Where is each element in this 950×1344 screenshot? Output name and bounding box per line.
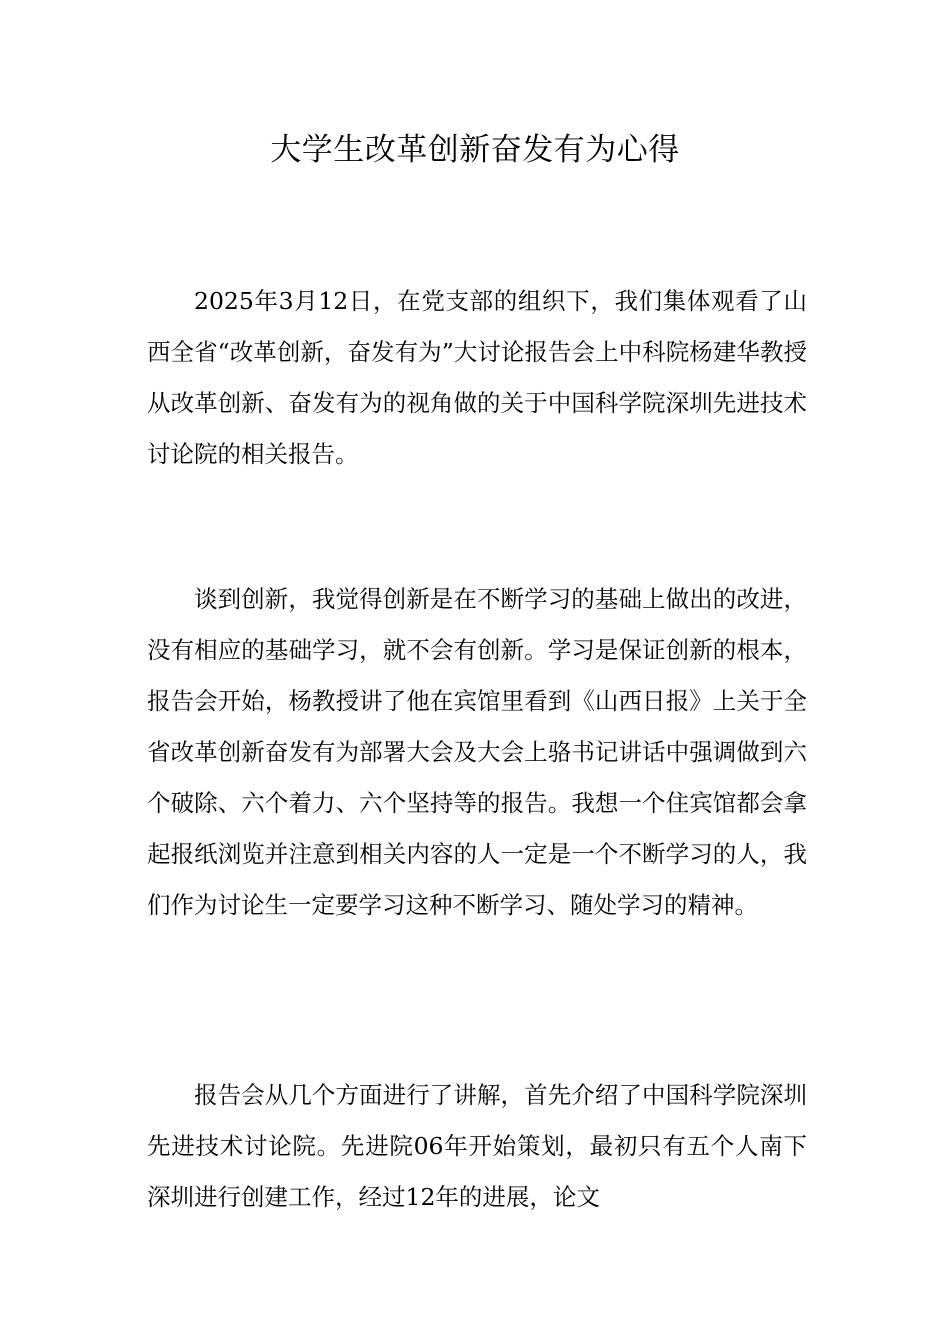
paragraph-2: 谈到创新，我觉得创新是在不断学习的基础上做出的改进，没有相应的基础学习，就不会有创新。学习是保证创新的根本，报告会开始，杨教授讲了他在宾馆里看到《山西日报》上关于全省改革创新奋发有为部署大会及大会上骆书记讲话中强调做到六个破除、六个着力、六个坚持等的报告。我想一个住宾馆都会拿起报纸浏览并注意到相关内容的人一定是一个不断学习的人，我们作为讨论生一定要学习这种不断学习、随处学习的精神。 — [147, 585, 807, 919]
paragraph-1: 2025年3月12日，在党支部的组织下，我们集体观看了山西全省“改革创新，奋发有为”大讨论报告会上中科院杨建华教授从改革创新、奋发有为的视角做的关于中国科学院深圳先进技术讨论院的相关报告。 — [147, 287, 807, 468]
document-title: 大学生改革创新奋发有为心得 — [270, 132, 680, 168]
paragraph-3: 报告会从几个方面进行了讲解，首先介绍了中国科学院深圳先进技术讨论院。先进院06年开始策划，最初只有五个人南下深圳进行创建工作，经过12年的进展，论文 — [147, 1081, 807, 1211]
